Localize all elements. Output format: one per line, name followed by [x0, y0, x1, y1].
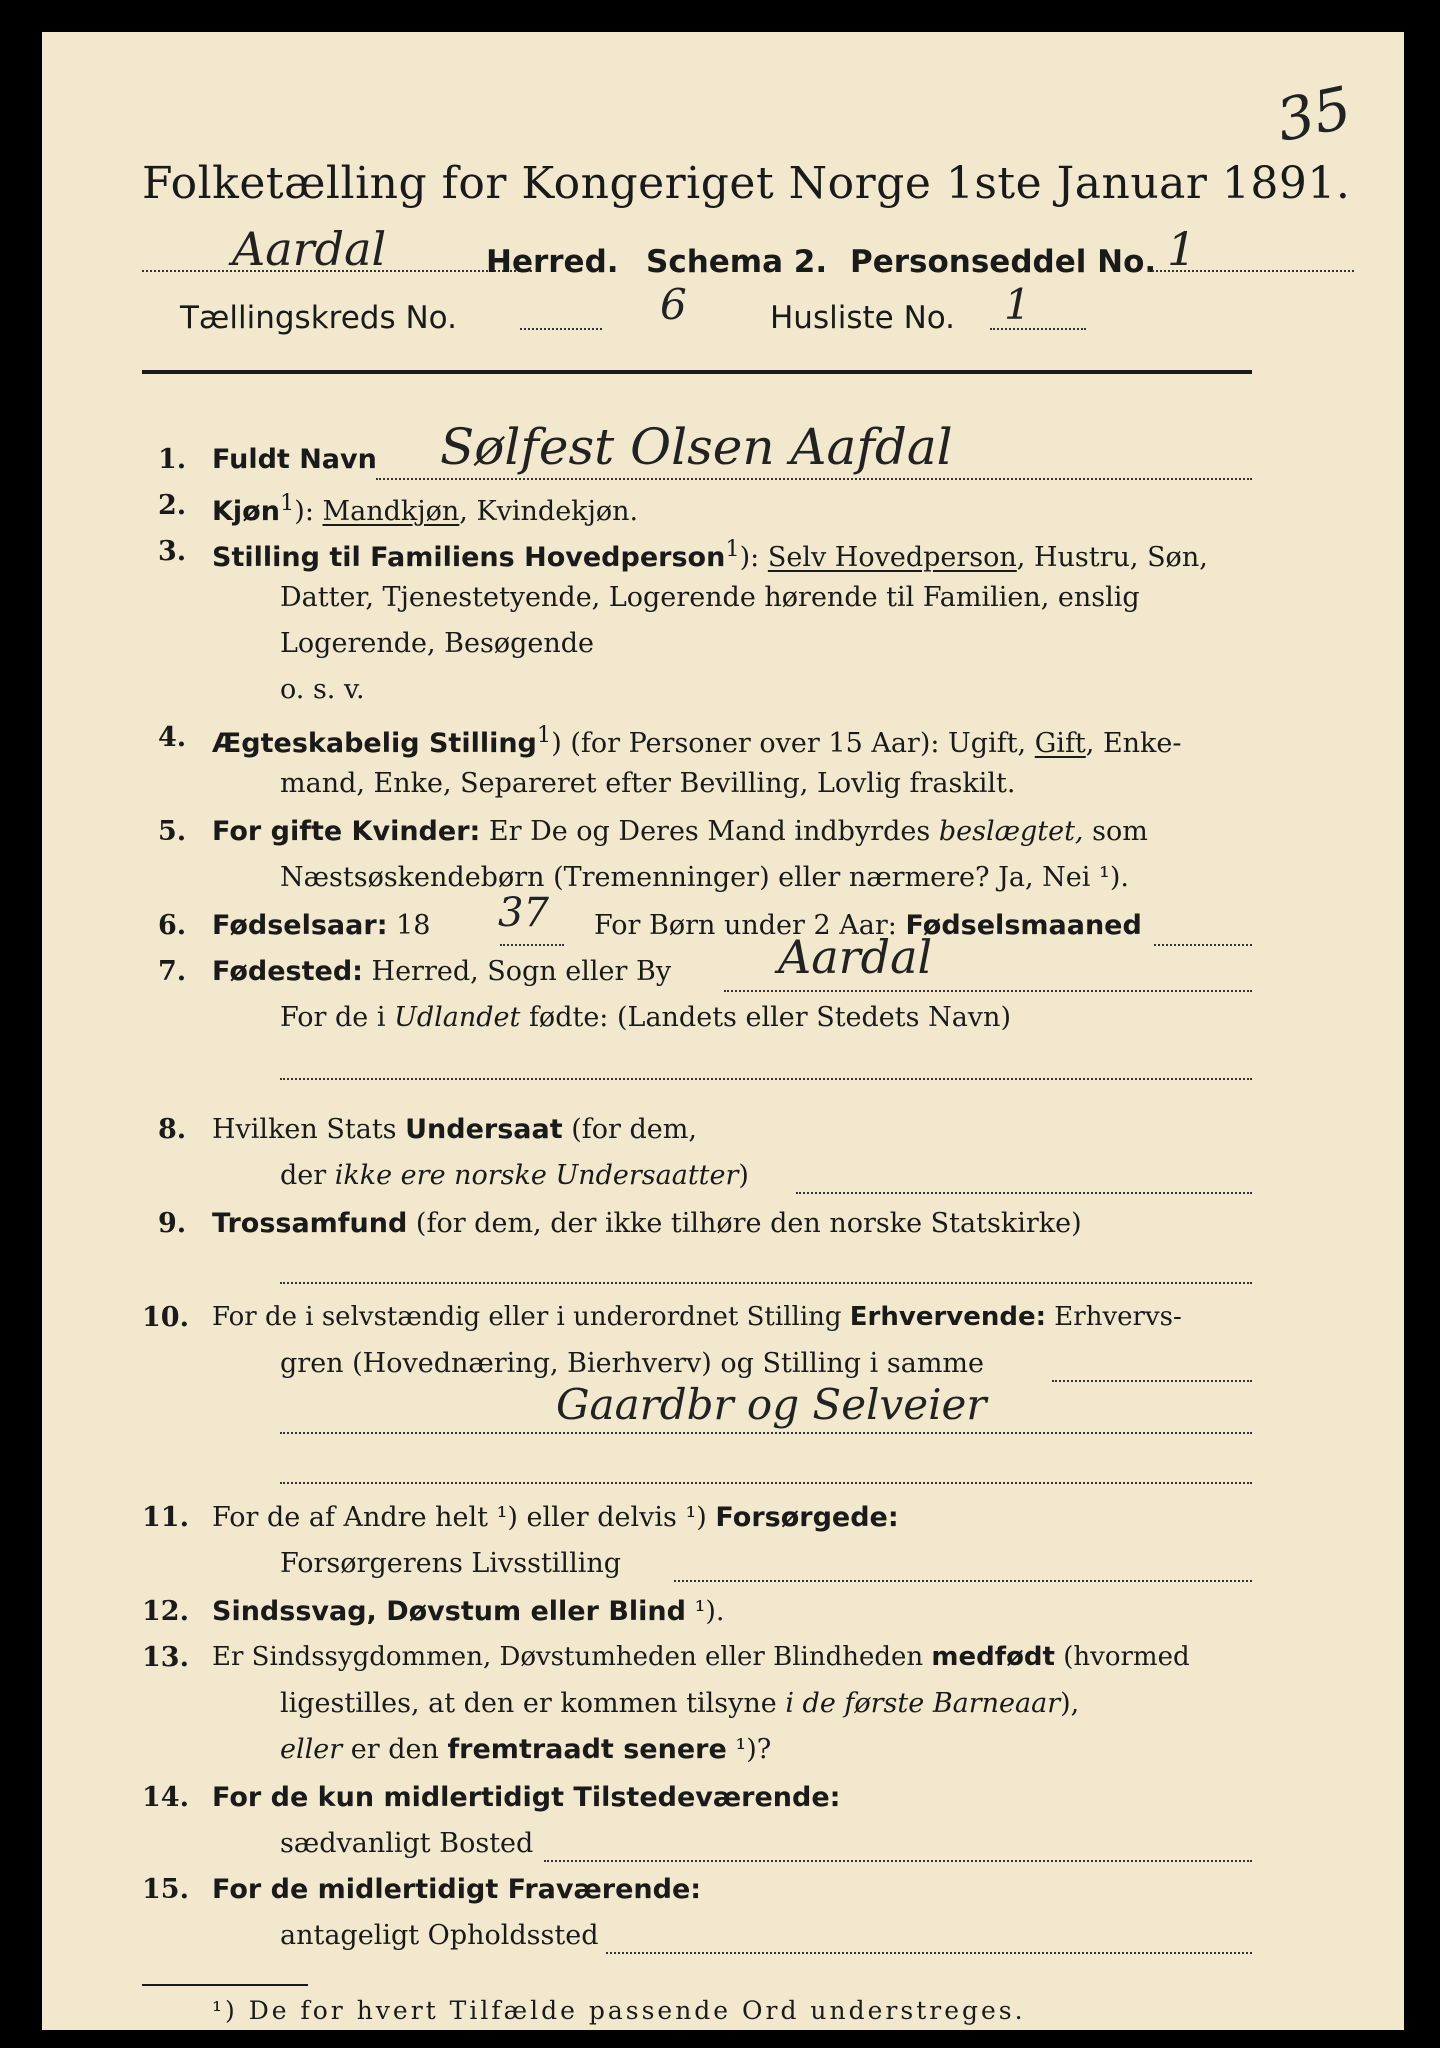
corner-note: 35 [1270, 73, 1358, 155]
disability-label: Sindssvag, Døvstum eller Blind [212, 1596, 686, 1627]
item-text: der [280, 1160, 335, 1191]
item-text: som [1083, 816, 1148, 847]
item-text: Er Sindssygdommen, Døvstumheden eller Blindheden [212, 1642, 932, 1672]
congenital-label: medfødt [931, 1642, 1055, 1672]
item-text: o. s. v. [280, 674, 365, 705]
item-number: 14. [142, 1782, 189, 1813]
full-name-value: Sølfest Olsen Aafdal [440, 418, 953, 476]
temporary-absent-label: For de midlertidigt Fraværende: [212, 1874, 702, 1905]
item-text: (for dem, der ikke tilhøre den norske Statskirke) [407, 1208, 1082, 1239]
item-number: 5. [158, 816, 187, 847]
kreds-value: 6 [660, 280, 687, 329]
item-number: 9. [158, 1208, 187, 1239]
footnote-ref: 1 [725, 536, 740, 562]
item-text: , Enke- [1085, 728, 1182, 759]
personseddel-label: Personseddel No. [850, 244, 1157, 280]
citizenship-label: Undersaat [405, 1114, 563, 1145]
acquired-later-label: fremtraadt senere [447, 1734, 727, 1765]
family-position-selected: Selv Hovedperson [767, 542, 1017, 573]
birth-year-value: 37 [498, 890, 549, 936]
footnote: ¹) De for hvert Tilfælde passende Ord understreges. [212, 1996, 1026, 2025]
item-text: Udlandet [394, 1002, 521, 1033]
footnote-ref: 1 [279, 490, 295, 516]
item-text: sædvanligt Bosted [280, 1828, 534, 1859]
item-text: ) (for Personer over 15 Aar): Ugift, [551, 728, 1035, 759]
item-text: ) [738, 1160, 749, 1191]
item-number: 6. [158, 910, 187, 941]
husliste-label: Husliste No. [770, 300, 956, 336]
sex-label: Kjøn [212, 496, 280, 527]
item-text: Datter, Tjenestetyende, Logerende hørende til Familien, enslig [280, 582, 1140, 613]
birth-year-prefix: 18 [387, 910, 431, 941]
footnote-rule [142, 1984, 308, 1986]
item-text: gren (Hovednæring, Bierhverv) og Stilling i samme [280, 1348, 985, 1379]
item-number: 11. [142, 1502, 189, 1533]
item-text: ): [294, 496, 323, 527]
occupation-label: Erhvervende: [849, 1302, 1047, 1332]
herred-value: Aardal [232, 222, 387, 276]
item-text: ligestilles, at den er kommen tilsyne [280, 1688, 786, 1719]
item-text: ), [1060, 1688, 1080, 1719]
item-number: 1. [158, 444, 187, 475]
kreds-label: Tællingskreds No. [180, 300, 457, 336]
header-rule [142, 370, 1252, 374]
marital-status-selected: Gift [1034, 728, 1086, 759]
herred-label: Herred. [486, 244, 619, 280]
item-text: Erhvervs- [1046, 1302, 1182, 1332]
religion-label: Trossamfund [212, 1208, 408, 1239]
item-text: Logerende, Besøgende [280, 628, 594, 659]
item-number: 2. [158, 490, 187, 521]
birth-month-label: Fødselsmaaned [905, 910, 1142, 941]
item-number: 12. [142, 1596, 189, 1627]
item-text: ikke ere norske Undersaatter [334, 1160, 739, 1191]
birthplace-value: Aardal [778, 930, 933, 984]
item-text: , Hustru, Søn, [1016, 542, 1208, 573]
item-text: beslægtet, [938, 816, 1084, 847]
sex-selected-option: Mandkjøn [322, 496, 460, 527]
item-text: Herred, Sogn eller By [362, 956, 672, 987]
item-number: 8. [158, 1114, 187, 1145]
item-text: For Børn under 2 Aar: [594, 910, 906, 941]
item-text: antageligt Opholdssted [280, 1920, 599, 1951]
family-position-label: Stilling til Familiens Hovedperson [212, 542, 726, 573]
married-women-label: For gifte Kvinder: [212, 816, 481, 847]
personseddel-value: 1 [1167, 222, 1197, 276]
marital-status-label: Ægteskabelig Stilling [212, 728, 537, 759]
item-text: ¹)? [726, 1734, 772, 1765]
form-title: Folketælling for Kongeriget Norge 1ste Januar 1891. [142, 158, 1351, 209]
item-text: Næstsøskendebørn (Tremenninger) eller nærmere? Ja, Nei ¹). [280, 862, 1129, 893]
item-text: ¹). [685, 1596, 725, 1627]
item-text: eller [280, 1734, 343, 1765]
schema-label: Schema 2. [646, 244, 828, 280]
item-text: er den [342, 1734, 448, 1765]
birth-year-label: Fødselsaar: [212, 910, 388, 941]
item-text: mand, Enke, Separeret efter Bevilling, Lovlig fraskilt. [280, 768, 1016, 799]
sex-other-option: , Kvindekjøn. [459, 496, 639, 527]
full-name-label: Fuldt Navn [212, 444, 377, 475]
item-number: 4. [158, 722, 187, 753]
dependent-label: Forsørgede: [715, 1502, 899, 1533]
item-text: (for dem, [562, 1114, 697, 1145]
birthplace-label: Fødested: [212, 956, 363, 987]
item-number: 13. [142, 1642, 189, 1673]
item-text: Er De og Deres Mand indbyrdes [480, 816, 939, 847]
census-form [42, 32, 1404, 2030]
item-text: (hvormed [1054, 1642, 1190, 1672]
occupation-value: Gaardbr og Selveier [556, 1380, 987, 1429]
item-number: 15. [142, 1874, 189, 1905]
item-text: For de i selvstændig eller i underordnet Stilling [212, 1302, 850, 1332]
husliste-value: 1 [1004, 280, 1031, 329]
item-text: For de i [280, 1002, 395, 1033]
item-text: Hvilken Stats [212, 1114, 406, 1145]
temporary-present-label: For de kun midlertidigt Tilstedeværende: [212, 1782, 841, 1813]
item-text: ): [739, 542, 768, 573]
item-number: 3. [158, 536, 187, 567]
item-text: For de af Andre helt ¹) eller delvis ¹) [212, 1502, 716, 1533]
footnote-ref: 1 [536, 722, 552, 748]
item-number: 10. [142, 1302, 189, 1333]
item-text: fødte: (Landets eller Stedets Navn) [520, 1002, 1011, 1033]
item-number: 7. [158, 956, 187, 987]
item-text: Forsørgerens Livsstilling [280, 1548, 622, 1579]
item-text: i de første Barneaar [785, 1688, 1061, 1719]
